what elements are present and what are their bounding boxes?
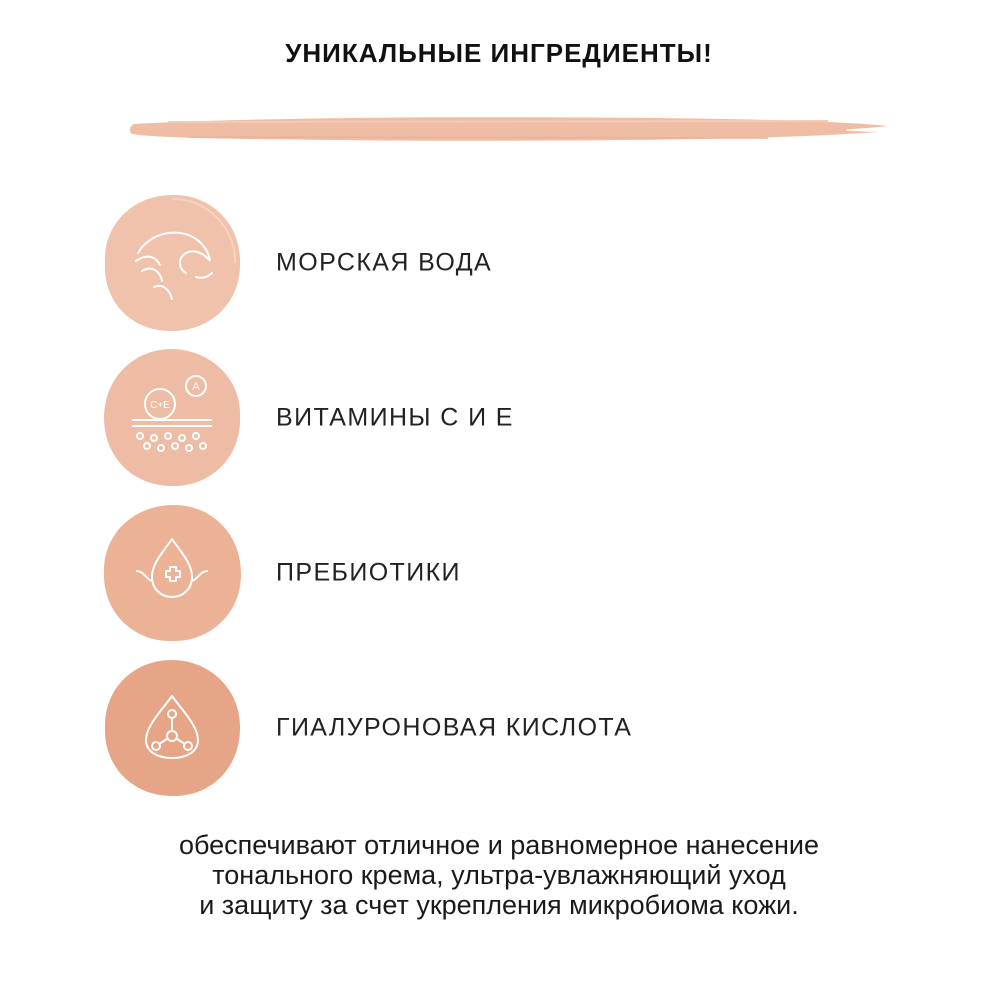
page-title: УНИКАЛЬНЫЕ ИНГРЕДИЕНТЫ! <box>285 38 713 68</box>
ingredient-label: МОРСКАЯ ВОДА <box>276 248 493 277</box>
ingredient-circle <box>100 656 244 800</box>
ingredient-label: ГИАЛУРОНОВАЯ КИСЛОТА <box>276 713 633 742</box>
ingredient-prebiotics <box>100 501 900 645</box>
vitamins-icon-text-ce: C+E <box>150 400 170 411</box>
ingredient-sea-water <box>100 191 900 335</box>
description-line-2: тонального крема, ультра-увлажняющий уход <box>212 860 786 890</box>
brush-stroke-divider <box>128 112 892 146</box>
ingredient-label: ПРЕБИОТИКИ <box>276 558 461 587</box>
ingredient-circle <box>100 501 244 645</box>
ingredient-label: ВИТАМИНЫ С И Е <box>276 403 514 432</box>
ingredient-circle <box>100 191 244 335</box>
description-line-3: и защиту за счет укрепления микробиома кожи. <box>199 890 799 920</box>
vitamins-icon-text-a: A <box>192 381 200 393</box>
description-line-1: обеспечивают отличное и равномерное нанесение <box>178 830 819 860</box>
ingredient-hyaluronic-acid <box>100 656 900 800</box>
ingredient-circle <box>100 346 244 490</box>
ingredient-vitamins <box>100 346 900 490</box>
description-text <box>0 830 998 920</box>
